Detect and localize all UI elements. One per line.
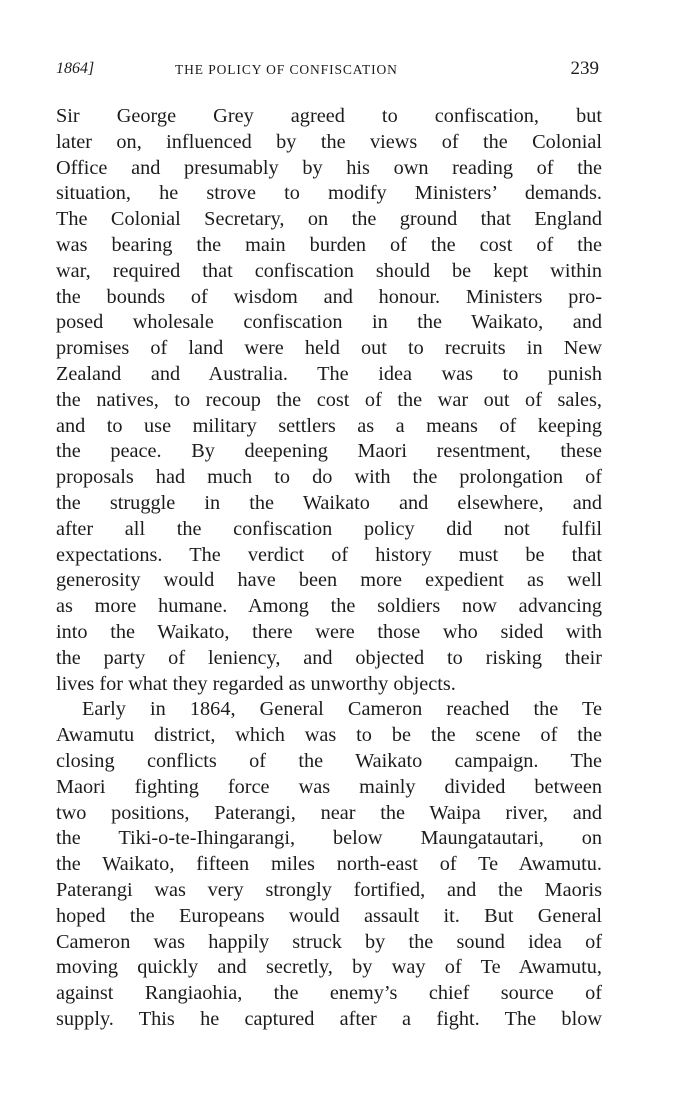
running-title: THE POLICY OF CONFISCATION bbox=[175, 62, 398, 77]
text-line: Cameron was happily struck by the sound idea of bbox=[56, 930, 602, 953]
text-line: hoped the Europeans would assault it. But General bbox=[56, 904, 602, 927]
text-line: Awamutu district, which was to be the scene of the bbox=[56, 724, 602, 747]
text-line: later on, influenced by the views of the Colonial bbox=[56, 130, 602, 153]
text-line: the Tiki-o-te-Ihingarangi, below Maungatautari, on bbox=[56, 827, 602, 850]
text-line: closing conflicts of the Waikato campaign. The bbox=[56, 749, 602, 772]
text-line: against Rangiaohia, the enemy’s chief source of bbox=[56, 982, 602, 1005]
page-body bbox=[56, 104, 602, 1033]
text-line: was bearing the main burden of the cost of the bbox=[56, 233, 602, 256]
text-line: two positions, Paterangi, near the Waipa river, and bbox=[56, 801, 602, 824]
text-line: expectations. The verdict of history must be that bbox=[56, 543, 602, 566]
text-line: The Colonial Secretary, on the ground that England bbox=[56, 208, 602, 231]
text-line: Maori fighting force was mainly divided between bbox=[56, 775, 602, 798]
text-line: Office and presumably by his own reading of the bbox=[56, 156, 602, 179]
text-line: and to use military settlers as a means of keeping bbox=[56, 414, 602, 437]
text-line: proposals had much to do with the prolongation of bbox=[56, 466, 602, 489]
book-page bbox=[56, 56, 602, 1033]
page-header bbox=[56, 56, 602, 86]
text-line: posed wholesale confiscation in the Waikato, and bbox=[56, 311, 602, 334]
text-line: supply. This he captured after a fight. The blow bbox=[56, 1007, 602, 1030]
paragraph bbox=[56, 104, 602, 697]
text-line: into the Waikato, there were those who sided with bbox=[56, 620, 602, 643]
text-line: the Waikato, fifteen miles north-east of Te Awamutu. bbox=[56, 853, 602, 876]
text-line: the struggle in the Waikato and elsewhere, and bbox=[56, 491, 602, 514]
text-line: the peace. By deepening Maori resentment, these bbox=[56, 440, 602, 463]
paragraph bbox=[56, 697, 602, 1032]
text-line: the party of leniency, and objected to risking their bbox=[56, 646, 602, 669]
text-line: Sir George Grey agreed to confiscation, but bbox=[56, 105, 602, 127]
text-line: as more humane. Among the soldiers now advancing bbox=[56, 595, 602, 618]
text-line: Paterangi was very strongly fortified, and the Maoris bbox=[56, 878, 602, 901]
text-line: the bounds of wisdom and honour. Ministers pro- bbox=[56, 285, 602, 308]
text-line: war, required that confiscation should be kept within bbox=[56, 259, 602, 282]
text-line: moving quickly and secretly, by way of Te Awamutu, bbox=[56, 956, 602, 979]
text-line: the natives, to recoup the cost of the war out of sales, bbox=[56, 388, 602, 411]
text-line: Zealand and Australia. The idea was to punish bbox=[56, 362, 602, 385]
text-line: after all the confiscation policy did not fulfil bbox=[56, 517, 602, 540]
text-line: promises of land were held out to recruits in New bbox=[56, 337, 602, 360]
text-line: situation, he strove to modify Ministers’ demands. bbox=[56, 182, 602, 205]
header-year: 1864] bbox=[56, 60, 95, 77]
page-number: 239 bbox=[570, 58, 599, 79]
text-line: Early in 1864, General Cameron reached the Te bbox=[82, 698, 602, 721]
text-line: generosity would have been more expedient as well bbox=[56, 569, 602, 592]
text-line: lives for what they regarded as unworthy objects. bbox=[56, 672, 456, 695]
